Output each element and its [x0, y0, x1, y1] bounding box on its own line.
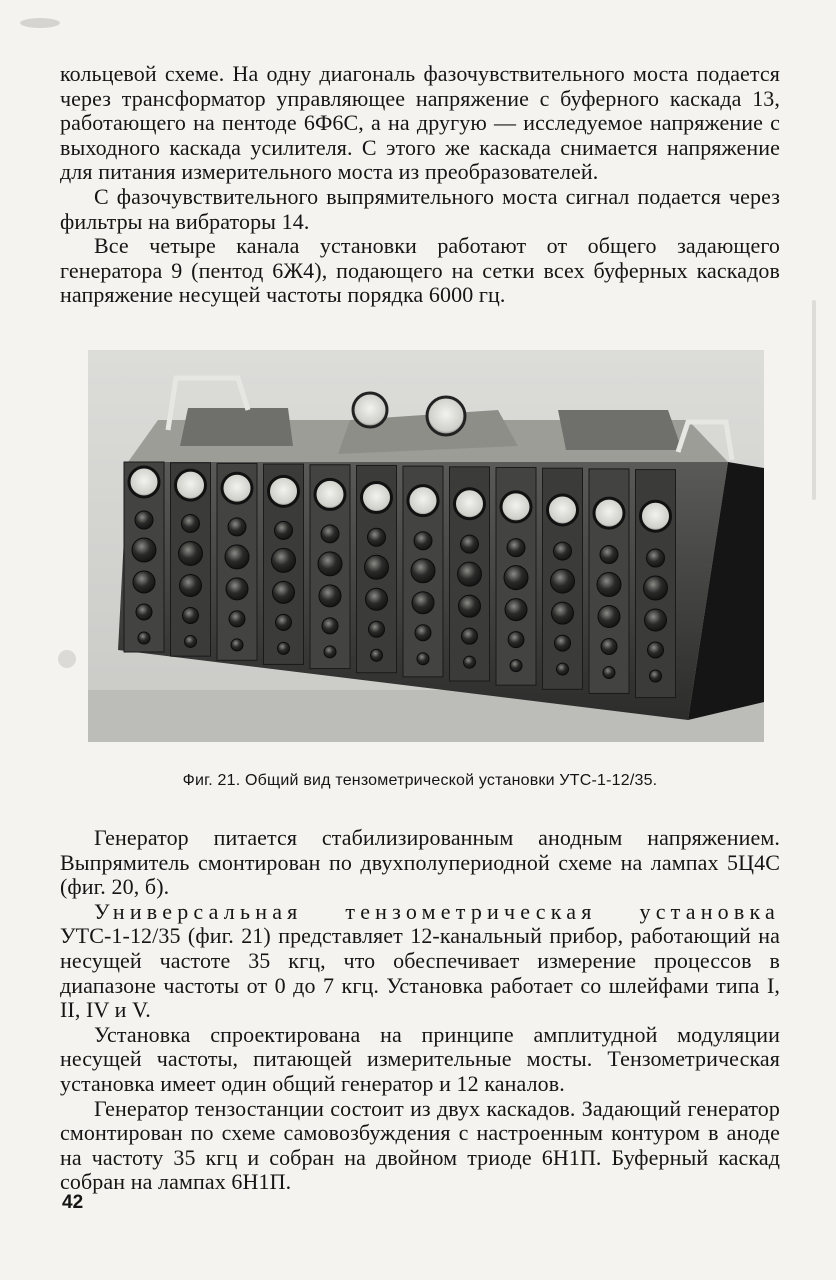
paragraph-generator: Все четыре канала установки работают от общего задающего генератора 9 (пентод 6Ж4), подающего на сетки всех буферных каскадов напряжение несущей частоты порядка 6000 гц. [60, 233, 780, 308]
device-photograph [88, 350, 764, 742]
page-number: 42 [62, 1192, 84, 1213]
top-text-block [60, 62, 780, 308]
channel-column [496, 468, 536, 686]
paragraph-universal-unit [60, 900, 780, 1023]
channel-column [450, 467, 490, 681]
channel-column [217, 463, 257, 660]
channel-column [636, 470, 676, 698]
channel-column [543, 468, 583, 689]
channel-column [264, 464, 304, 664]
paragraph-continuation: кольцевой схеме. На одну диагональ фазочувствительного моста подается через трансформатор управляющее напряжение с буферного каскада 13, работающего на пентоде 6Ф6С, а на другую — исследуемое напряжение с выходного каскада усилителя. С этого же каскада снимается напряжение для питания измерительного моста из преобразователей. [60, 61, 780, 185]
paragraph-universal-unit-text: УТС-1-12/35 (фиг. 21) представляет 12-канальный прибор, работающий на несущей частоте 35 кгц, что обеспечивает измерение процессов в диапазоне частоты от 0 до 7 кгц. Установка работает со шлейфами типа I, II, IV и V. [60, 923, 780, 1023]
channel-column [124, 462, 164, 652]
channel-column [403, 466, 443, 677]
channel-column [357, 465, 397, 672]
channel-column [589, 469, 629, 694]
channel-column [171, 463, 211, 656]
paragraph-oscillator: Генератор тензостанции состоит из двух каскадов. Задающий генератор смонтирован по схеме самовозбуждения с настроенным контуром в аноде на частоту 35 кгц и собран на двойном триоде 6Н1П. Буферный каскад собран на лампах 6Н1П. [60, 1095, 780, 1195]
channel-column [310, 465, 350, 669]
paragraph-modulation: Установка спроектирована на принципе амплитудной модуляции несущей частоты, питающей измерительные мосты. Тензометрическая установка имеет один общий генератор и 12 каналов. [60, 1021, 780, 1096]
figure-caption: Фиг. 21. Общий вид тензометрической установки УТС-1-12/35. [182, 772, 658, 789]
print-speck [812, 300, 816, 500]
spaced-heading: Универсальная тензометрическая установка [94, 898, 780, 924]
paragraph-power-supply: Генератор питается стабилизированным анодным напряжением. Выпрямитель смонтирован по двухполупериодной схеме на лампах 5Ц4С (фиг. 20, б). [60, 825, 780, 900]
print-speck [58, 650, 76, 668]
print-speck [20, 18, 60, 28]
paragraph-rectifier: С фазочувствительного выпрямительного моста сигнал подается через фильтры на вибраторы 14. [60, 183, 780, 234]
bottom-text-block [60, 826, 780, 1195]
